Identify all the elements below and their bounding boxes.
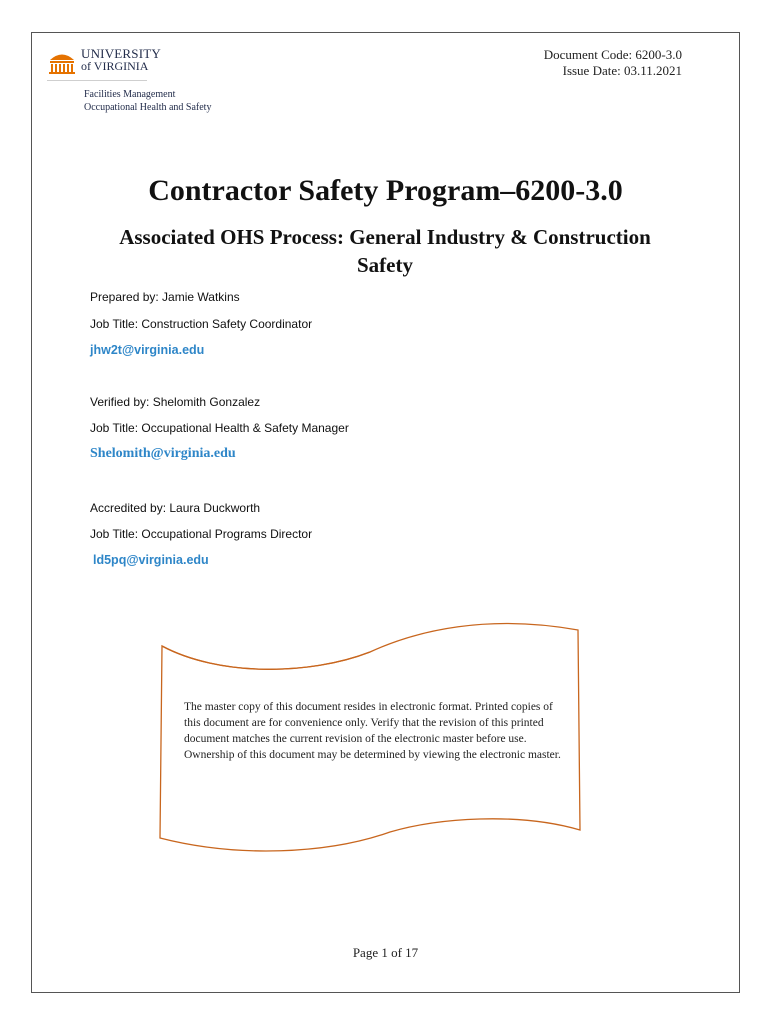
logo-wordmark bbox=[81, 47, 201, 72]
division-name: Occupational Health and Safety bbox=[84, 102, 212, 113]
accredited-email-link[interactable]: ld5pq@virginia.edu bbox=[93, 553, 209, 567]
issue-date: Issue Date: 03.11.2021 bbox=[562, 63, 682, 78]
logo-divider bbox=[47, 80, 147, 81]
logo-line-1: UNIVERSITY bbox=[81, 46, 161, 61]
master-copy-notice: The master copy of this document resides in electronic format. Printed copies of this document are for convenience only. Verify that the revision of this printed document matches the current revision of the electronic master before use. Ownership of this document may be determined by viewing the electronic master. bbox=[184, 701, 561, 761]
verified-by: Verified by: Shelomith Gonzalez bbox=[90, 395, 261, 409]
rotunda-icon bbox=[47, 49, 77, 75]
prepared-by: Prepared by: Jamie Watkins bbox=[90, 290, 240, 304]
document-title: Contractor Safety Program–6200-3.0 bbox=[148, 174, 623, 207]
accredited-by: Accredited by: Laura Duckworth bbox=[90, 501, 261, 515]
document-meta bbox=[544, 47, 682, 79]
logo-line-2: of VIRGINIA bbox=[81, 59, 149, 73]
prepared-email-link[interactable]: jhw2t@virginia.edu bbox=[90, 343, 205, 357]
document-subtitle: Associated OHS Process: General Industry & Construction Safety bbox=[119, 225, 651, 277]
department-name: Facilities Management bbox=[84, 89, 176, 100]
verified-job-title: Job Title: Occupational Health & Safety Manager bbox=[90, 421, 349, 435]
verified-email-link[interactable]: Shelomith@virginia.edu bbox=[90, 446, 236, 461]
page-number: Page 1 of 17 bbox=[352, 945, 419, 960]
department-block bbox=[84, 88, 211, 114]
document-code: Document Code: 6200-3.0 bbox=[543, 47, 682, 62]
prepared-job-title: Job Title: Construction Safety Coordinator bbox=[90, 317, 313, 331]
accredited-job-title: Job Title: Occupational Programs Director bbox=[90, 527, 313, 541]
